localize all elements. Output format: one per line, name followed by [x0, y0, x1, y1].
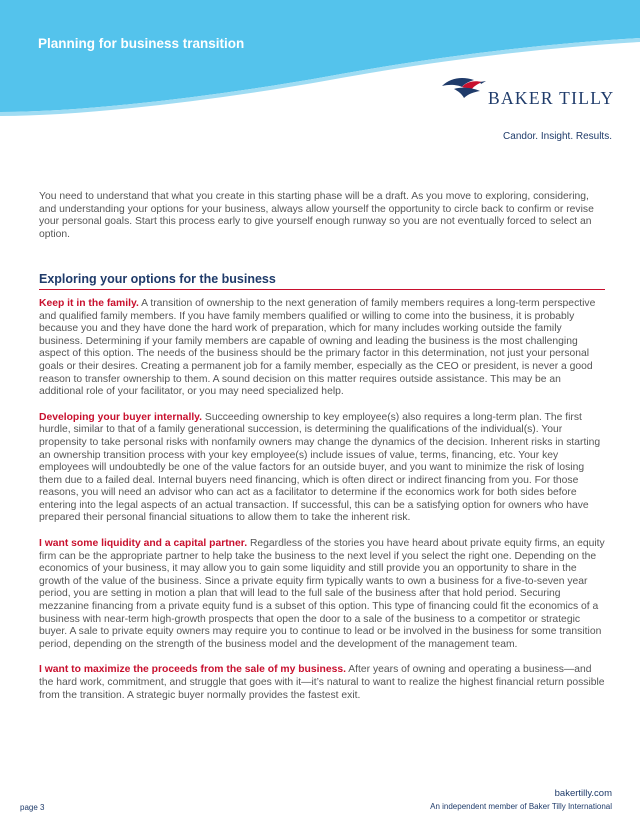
- paragraph-text: A transition of ownership to the next generation of family members requires a long-term perspective and qualified family members. If you have family members qualified or willing to come into the business, it is probably because you and they have done the hard work of preparation, which for many includes working outside the family business. Determining if your family members are capable of owning and leading the business is the most challenging aspect of this option. The needs of the business should be the primary factor in this determination, not just your personal goals or their desires. Creating a permanent job for a family member, especially as the CEO or president, is never a good reason to transfer ownership to them. A sound decision on this matter requires outside assistance. This may be an additional role of your facilitator, or you may need specialized help.: [39, 297, 596, 398]
- eagle-icon: [440, 74, 488, 108]
- paragraph-liquidity: [39, 538, 605, 651]
- section-heading: Exploring your options for the business: [39, 273, 605, 290]
- baker-tilly-logo: [440, 74, 620, 108]
- paragraph-text: After years of owning and operating a business—and the hard work, commitment, and struggle that goes with it—it’s natural to want to realize the highest financial return possible from the transition. A strategic buyer normally provides the fastest exit.: [39, 664, 605, 701]
- intro-paragraph: You need to understand that what you create in this starting phase will be a draft. As you move to exploring, considering, and understanding your options for your business, always allow yourself the opportunity to circle back to confirm or revise your personal goals. Start this process early to give yourself enough runway so you are not eventually forced to select an option.: [39, 191, 594, 240]
- paragraph-text: Succeeding ownership to key employee(s) also requires a long-term plan. The first hurdle, similar to that of a family generational succession, is determining the qualifications of the individual(s). Your propensity to take personal risks with nonfamily owners may change the dynamics of the decision. Inherent risks in starting an ownership transition process with your key employee(s) include issues of value, terms, financing, etc. Your key employees will undoubtedly be one of the value factors for an outside buyer, and you want to minimize the risk of losing them due to a failed deal. Internal buyers need financing, which is often direct or indirect financing from you. For those reasons, you will need an advisor who can act as a facilitator to determine if the economics work for both sides before entering into the legal aspects of an actual transaction. If successful, this can be a satisfying option for owners who have prepared their personal financial situations to allow them to take the inherent risk.: [39, 411, 601, 524]
- paragraph-text: Regardless of the stories you have heard about private equity firms, an equity firm can be the appropriate partner to help take the business to the next level if you select the right one. Depending on the economics of your business, it may allow you to gain some liquidity and still provide you an opportunity to share in the growth of the value of the business. Since a private equity firm typically wants to own a business for a five-to-seven year period, you are setting in motion a plan that will lead to the full sale of the business after that hold period. Securing mezzanine financing from a private equity fund is a subset of this option. This type of financing could fit the economics of a business with near-term high-growth prospects that open the door to a sale of the business to a competitor or strategic buyer. A sale to private equity owners may require you to continue to lead or be involved in the business for some transition period, depending on the strength of the business model and the development of the management team.: [39, 538, 605, 650]
- footer-member-note: An independent member of Baker Tilly International: [430, 802, 612, 811]
- paragraph-lead: I want to maximize the proceeds from the sale of my business.: [39, 664, 346, 676]
- paragraph-lead: Keep it in the family.: [39, 297, 139, 309]
- paragraph-lead: Developing your buyer internally.: [39, 411, 203, 423]
- page-title: Planning for business transition: [38, 36, 245, 51]
- tagline: Candor. Insight. Results.: [503, 131, 612, 142]
- paragraph-maximize-proceeds: [39, 664, 605, 702]
- paragraph-internal-buyer: [39, 412, 605, 525]
- footer-website-link[interactable]: bakertilly.com: [554, 788, 612, 799]
- logo-wordmark: BAKER TILLY: [488, 88, 615, 108]
- main-content: [39, 191, 605, 715]
- paragraph-family: [39, 298, 605, 399]
- page-number: page 3: [20, 803, 45, 812]
- paragraph-lead: I want some liquidity and a capital partner.: [39, 538, 248, 550]
